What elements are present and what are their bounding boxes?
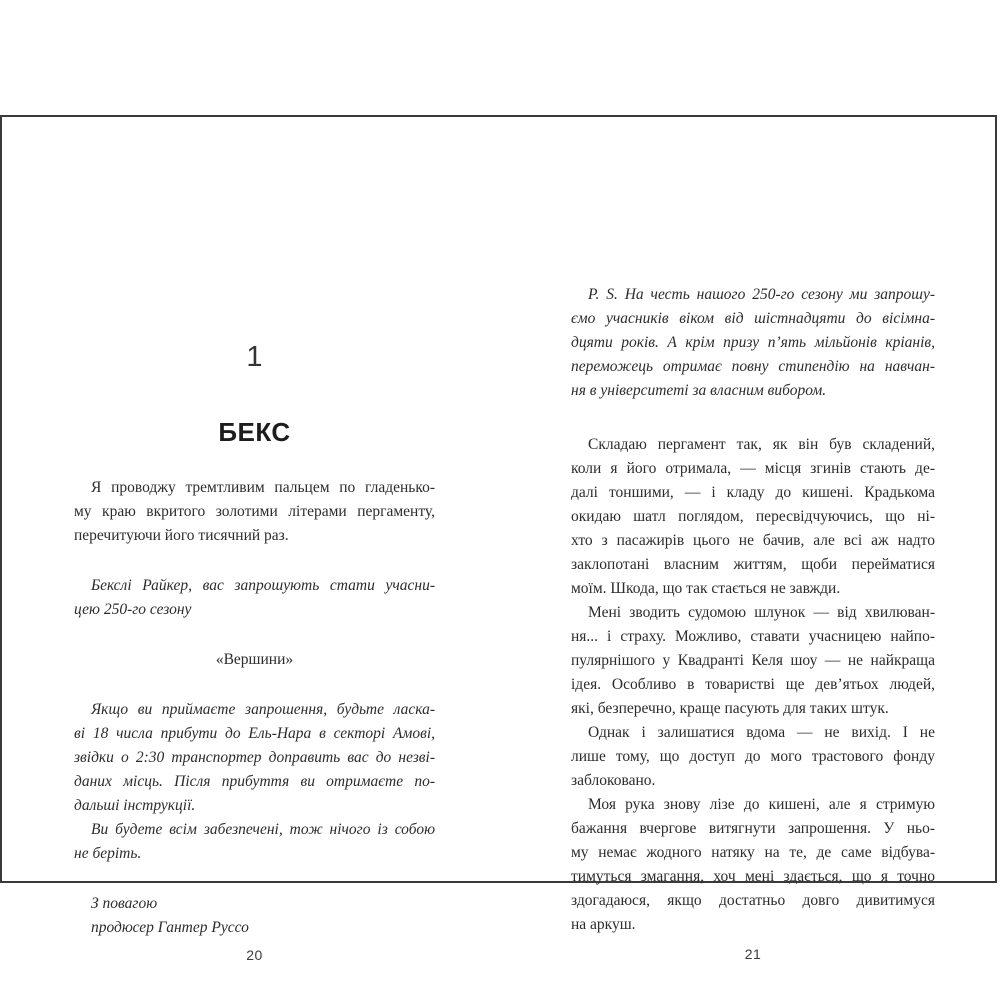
paragraph bbox=[571, 601, 935, 721]
paragraph bbox=[74, 892, 435, 916]
paragraph bbox=[74, 698, 435, 818]
text-line: лише тому, що доступ до мого трастового фонду bbox=[571, 748, 935, 765]
page-number-left: 20 bbox=[246, 947, 263, 963]
text-line: моїм. Шкода, що так стається не завжди. bbox=[571, 580, 841, 597]
text-line: продюсер Гантер Руссо bbox=[91, 919, 249, 936]
text-line: Мені зводить судомою шлунок — від хвилюван- bbox=[588, 604, 935, 621]
left-page bbox=[74, 343, 435, 940]
text-line: З повагою bbox=[91, 895, 158, 912]
text-line: ємо учасників віком від шістнадцяти до вісімна- bbox=[571, 310, 935, 327]
text-line: на аркуш. bbox=[571, 916, 636, 933]
text-line: ві 18 числа прибути до Ель-Нара в секторі Амові, bbox=[74, 725, 435, 742]
text-line: коли я його отримала, — місця згинів стають де- bbox=[571, 460, 935, 477]
paragraph bbox=[74, 574, 435, 622]
text-line: не беріть. bbox=[74, 845, 142, 862]
text-line: Однак і залишатися вдома — не вихід. І не bbox=[588, 724, 935, 741]
text-line: Ви будете всім забезпечені, тож нічого із собою bbox=[91, 821, 435, 838]
left-page-body bbox=[74, 476, 435, 940]
text-line: цею 250-го сезону bbox=[74, 601, 192, 618]
text-line: далі тоншими, — і кладу до кишені. Крадькома bbox=[571, 484, 935, 501]
text-line: Складаю пергамент так, як він був складений, bbox=[588, 436, 935, 453]
page-number-right: 21 bbox=[744, 946, 762, 962]
paragraph bbox=[74, 648, 435, 672]
paragraph bbox=[74, 916, 435, 940]
right-page bbox=[571, 283, 935, 937]
chapter-title: БЕКС bbox=[218, 417, 291, 447]
text-line: Бекслі Райкер, вас запрошують стати учасни- bbox=[91, 577, 435, 594]
text-line: дальші інструкції. bbox=[74, 797, 196, 814]
text-line: здогадаюся, якщо достатньо довго дивитимуся bbox=[571, 892, 935, 909]
text-line: бажання вчергове витягнути запрошення. У ньо- bbox=[571, 820, 935, 837]
text-line: хто з пасажирів цього не бачив, але всі аж надто bbox=[571, 532, 935, 549]
paragraph bbox=[571, 433, 935, 601]
text-line: Моя рука знову лізе до кишені, але я стримую bbox=[588, 796, 935, 813]
text-line: ня в університеті за власним вибором. bbox=[571, 382, 827, 399]
text-line: Якщо ви приймаєте запрошення, будьте ласка- bbox=[91, 701, 435, 718]
right-page-body bbox=[571, 283, 935, 937]
text-line: тимуться змагання, хоч мені здається, що я точно bbox=[571, 868, 935, 885]
text-line: «Вершини» bbox=[215, 651, 294, 668]
text-line: ня... і страху. Можливо, ставати учасницею найпо- bbox=[571, 628, 935, 645]
paragraph bbox=[74, 476, 435, 548]
text-line: Я проводжу тремтливим пальцем по гладенько- bbox=[91, 479, 435, 496]
text-line: P. S. На честь нашого 250-го сезону ми запрошу- bbox=[588, 286, 935, 303]
book-spread-frame bbox=[0, 115, 997, 963]
paragraph bbox=[74, 818, 435, 866]
text-line: перечитуючи його тисячний раз. bbox=[74, 527, 289, 544]
text-line: ідея. Особливо в товаристві ще дев’ятьох людей, bbox=[571, 676, 935, 693]
text-line: заклопотані власним життям, щоби перейматися bbox=[571, 556, 935, 573]
text-line: пулярнішого у Квадранті Келя шоу — не найкраща bbox=[571, 652, 935, 669]
chapter-number: 1 bbox=[246, 341, 263, 373]
paragraph bbox=[571, 283, 935, 403]
text-line: які, безперечно, краще пасують для таких штук. bbox=[571, 700, 889, 717]
paragraph bbox=[571, 793, 935, 937]
text-line: дцяти років. А крім призу п’ять мільйонів кріанів, bbox=[571, 334, 935, 351]
text-line: окидаю шатл поглядом, пересвідчуючись, що ні- bbox=[571, 508, 935, 525]
text-line: му краю вкритого золотими літерами пергаменту, bbox=[74, 503, 435, 520]
paragraph bbox=[571, 721, 935, 793]
text-line: переможець отримає повну стипендію на навчан- bbox=[571, 358, 935, 375]
text-line: даних місць. Після прибуття ви отримаєте по- bbox=[74, 773, 435, 790]
text-line: заблоковано. bbox=[571, 772, 656, 789]
text-line: му немає жодного натяку на те, де саме відбува- bbox=[571, 844, 935, 861]
text-line: звідки о 2:30 транспортер доправить вас до незві- bbox=[74, 749, 435, 766]
